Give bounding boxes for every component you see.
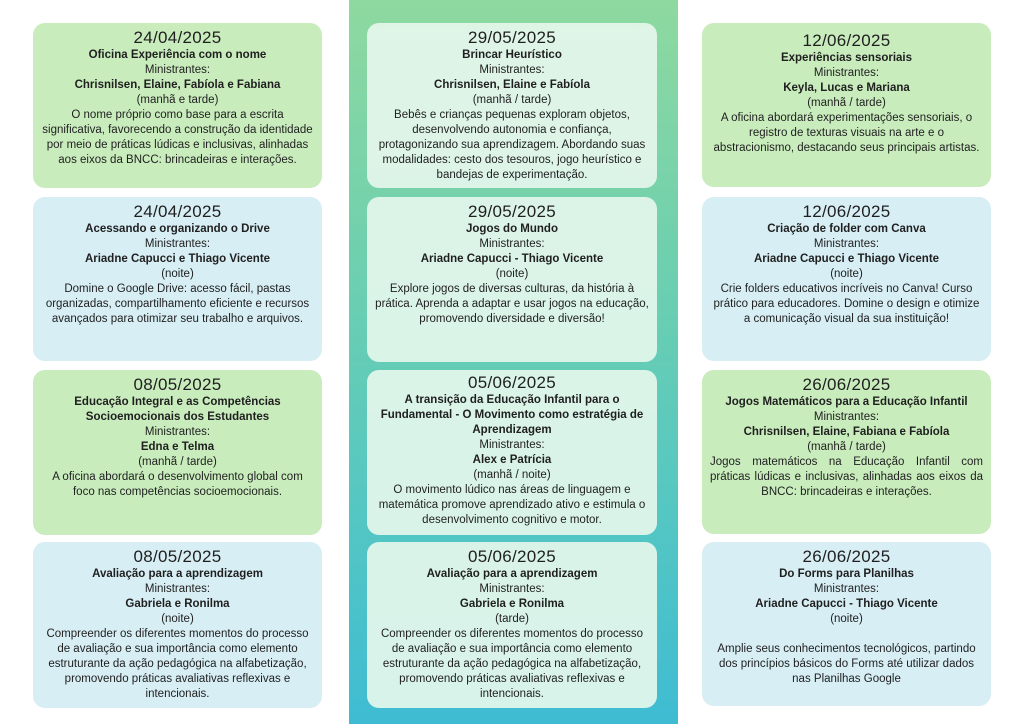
instructors-label: Ministrantes: — [479, 64, 545, 76]
instructors-label: Ministrantes: — [813, 411, 880, 423]
workshop-title: Jogos do Mundo — [466, 223, 558, 235]
workshop-card — [33, 197, 322, 361]
workshop-date: 12/06/2025 — [802, 202, 891, 221]
workshop-shift: (manhã / tarde) — [138, 456, 217, 468]
instructor-names: Chrisnilsen, Elaine, Fabíola e Fabiana — [74, 79, 281, 91]
instructors-label: Ministrantes: — [144, 64, 211, 76]
instructors-label: Ministrantes: — [813, 583, 880, 595]
workshop-card — [702, 370, 991, 534]
workshop-description: O nome próprio como base para a escrita significativa, favorecendo a construção da identidade por meio de práticas lúdicas e inclusivas, alinhadas aos eixos da BNCC: brincadeiras e interações. — [42, 109, 313, 166]
workshop-date: 08/05/2025 — [133, 547, 222, 566]
workshop-shift: (manhã / noite) — [473, 469, 551, 481]
workshop-shift: (noite) — [830, 613, 863, 625]
workshop-card — [702, 23, 991, 187]
workshop-description: Jogos matemáticos na Educação Infantil com práticas lúdicas e inclusivas, alinhadas aos eixos da BNCC: brincadeiras e interações. — [710, 456, 983, 498]
instructors-label: Ministrantes: — [479, 238, 545, 250]
workshop-description: Amplie seus conhecimentos tecnológicos, partindo dos princípios básicos do Forms até utilizar dados nas Planilhas Google — [717, 643, 976, 685]
workshop-card — [367, 542, 657, 708]
instructor-names: Ariadne Capucci e Thiago Vicente — [753, 253, 940, 265]
instructors-label: Ministrantes: — [479, 439, 545, 451]
workshop-title: A transição da Educação Infantil para o Fundamental - O Movimento como estratégia de Aprendizagem — [380, 394, 644, 436]
workshop-description: Crie folders educativos incríveis no Canva! Curso prático para educadores. Domine o design e otimize a comunicação visual da sua instituição! — [713, 283, 980, 325]
workshop-shift: (manhã / tarde) — [807, 441, 886, 453]
workshop-card — [702, 542, 991, 706]
workshop-date: 08/05/2025 — [133, 375, 222, 394]
workshop-date: 29/05/2025 — [467, 28, 557, 47]
workshop-date: 26/06/2025 — [802, 547, 891, 566]
workshop-description: O movimento lúdico nas áreas de linguagem e matemática promove aprendizado ativo e estimula o desenvolvimento cognitivo e motor. — [378, 484, 646, 526]
workshop-description: Compreender os diferentes momentos do processo de avaliação e sua importância como elemento estruturante da ação pedagógica na alfabetização, promovendo práticas avaliativas reflexivas e intencionais. — [380, 628, 644, 700]
workshop-description: Domine o Google Drive: acesso fácil, pastas organizadas, compartilhamento eficiente e recursos avançados para otimizar seu trabalho e arquivos. — [45, 283, 310, 325]
workshop-shift: (noite) — [161, 268, 194, 280]
workshop-title: Avaliação para a aprendizagem — [92, 568, 263, 580]
instructor-names: Ariadne Capucci e Thiago Vicente — [84, 253, 271, 265]
workshop-date: 12/06/2025 — [802, 31, 891, 50]
workshop-date: 24/04/2025 — [133, 28, 222, 47]
workshop-date: 24/04/2025 — [133, 202, 222, 221]
instructor-names: Ariadne Capucci - Thiago Vicente — [755, 598, 938, 610]
workshop-card — [33, 370, 322, 535]
workshop-title: Avaliação para a aprendizagem — [426, 568, 598, 580]
workshop-description: A oficina abordará o desenvolvimento global com foco nas competências socioemocionais. — [52, 471, 303, 498]
instructor-names: Chrisnilsen, Elaine, Fabiana e Fabíola — [743, 426, 950, 438]
instructor-names: Alex e Patrícia — [472, 454, 552, 466]
instructors-label: Ministrantes: — [144, 426, 211, 438]
workshop-shift: (manhã e tarde) — [136, 94, 219, 106]
workshop-title: Experiências sensoriais — [780, 52, 913, 64]
workshop-title: Educação Integral e as Competências Socioemocionais dos Estudantes — [74, 396, 281, 423]
instructor-names: Keyla, Lucas e Mariana — [783, 82, 910, 94]
workshop-date: 26/06/2025 — [802, 375, 891, 394]
instructors-label: Ministrantes: — [813, 67, 880, 79]
instructors-label: Ministrantes: — [144, 583, 211, 595]
instructor-names: Ariadne Capucci - Thiago Vicente — [420, 253, 604, 265]
workshop-title: Criação de folder com Canva — [767, 223, 926, 235]
workshop-description: A oficina abordará experimentações sensoriais, o registro de texturas visuais na arte e o abstracionismo, destacando seus principais artistas. — [713, 112, 980, 154]
workshop-description: Explore jogos de diversas culturas, da história à prática. Aprenda a adaptar e usar jogos na educação, promovendo diversidade e diversão! — [375, 283, 649, 325]
workshop-title: Acessando e organizando o Drive — [85, 223, 270, 235]
workshop-title: Brincar Heurístico — [462, 49, 562, 61]
workshop-card — [702, 197, 991, 361]
workshop-card — [33, 542, 322, 708]
workshop-date: 29/05/2025 — [467, 202, 557, 221]
workshop-date: 05/06/2025 — [467, 547, 557, 566]
instructors-label: Ministrantes: — [813, 238, 880, 250]
instructor-names: Chrisnilsen, Elaine e Fabíola — [434, 79, 590, 91]
instructors-label: Ministrantes: — [144, 238, 211, 250]
workshop-shift: (noite) — [495, 268, 529, 280]
instructors-label: Ministrantes: — [479, 583, 545, 595]
workshop-title: Do Forms para Planilhas — [779, 568, 914, 580]
instructor-names: Edna e Telma — [140, 441, 215, 453]
workshop-description: Bebês e crianças pequenas exploram objetos, desenvolvendo autonomia e confiança, protagonizando sua aprendizagem. Abordando suas modalidades: cesto dos tesouros, jogo heurístico e bandejas de experimentação. — [378, 109, 646, 181]
workshop-title: Oficina Experiência com o nome — [88, 49, 267, 61]
instructor-names: Gabriela e Ronilma — [125, 598, 230, 610]
workshop-card — [367, 23, 657, 188]
workshop-card — [33, 23, 322, 188]
workshop-shift: (noite) — [161, 613, 194, 625]
workshop-description: Compreender os diferentes momentos do processo de avaliação e sua importância como elemento estruturante da ação pedagógica na alfabetização, promovendo práticas avaliativas reflexivas e intencionais. — [46, 628, 309, 700]
workshop-date: 05/06/2025 — [467, 373, 557, 392]
workshop-shift: (manhã / tarde) — [472, 94, 552, 106]
workshop-shift: (manhã / tarde) — [807, 97, 886, 109]
workshop-title: Jogos Matemáticos para a Educação Infantil — [725, 396, 968, 408]
instructor-names: Gabriela e Ronilma — [459, 598, 565, 610]
workshop-shift: (noite) — [830, 268, 863, 280]
workshop-shift: (tarde) — [495, 613, 529, 625]
workshop-card — [367, 197, 657, 362]
workshop-card — [367, 370, 657, 535]
